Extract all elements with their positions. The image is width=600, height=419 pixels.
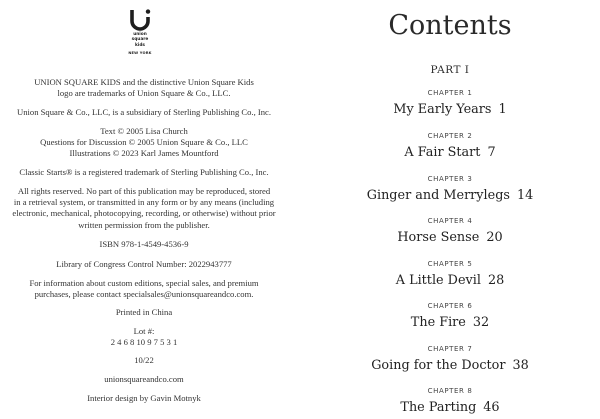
- chapter-entry[interactable]: [300, 259, 600, 290]
- chapter-entry[interactable]: [300, 386, 600, 417]
- copyright-credits: [6, 126, 282, 160]
- chapter-label: CHAPTER 8: [427, 387, 473, 395]
- classic-starts-line: Classic Starts® is a registered trademark of Sterling Publishing Co., Inc.: [19, 167, 269, 177]
- chapter-page-number: 38: [512, 358, 529, 373]
- chapter-label: CHAPTER 6: [427, 302, 473, 310]
- union-square-u-mark-icon: [129, 8, 151, 32]
- chapter-label: CHAPTER 3: [427, 175, 473, 183]
- loc-text: Library of Congress Control Number: 2022943777: [56, 259, 232, 269]
- interior-design-credit: [6, 393, 282, 404]
- chapter-label: CHAPTER 4: [427, 217, 473, 225]
- chapter-title-text: The Fire: [410, 315, 466, 330]
- chapter-entry[interactable]: [300, 88, 600, 119]
- chapter-entry[interactable]: [300, 174, 600, 205]
- chapter-title: [300, 272, 600, 290]
- logo-word-kids: kids: [135, 42, 145, 48]
- chapter-page-number: 46: [483, 400, 500, 415]
- chapter-page-number: 1: [498, 102, 507, 117]
- isbn-text: ISBN 978-1-4549-4536-9: [99, 239, 189, 249]
- chapter-title: [300, 187, 600, 205]
- lot-number: 2 4 6 8 10 9 7 5 3 1: [110, 337, 178, 348]
- chapter-label: CHAPTER 7: [427, 345, 473, 353]
- rights-line: All rights reserved. No part of this publication may be reproduced, stored: [17, 186, 271, 196]
- custom-editions-info: [6, 278, 282, 300]
- subsidiary-line: Union Square & Co., LLC, is a subsidiary of Sterling Publishing Co., Inc.: [17, 107, 271, 117]
- trademark-line: UNION SQUARE KIDS and the distinctive Union Square Kids: [34, 77, 254, 87]
- chapter-entry[interactable]: [300, 216, 600, 247]
- lot-label: Lot #:: [133, 326, 155, 336]
- design-text: Interior design by Gavin Motnyk: [87, 393, 201, 403]
- credit-line: Text © 2005 Lisa Church: [100, 126, 188, 136]
- logo-word-union: union: [133, 32, 147, 37]
- chapter-title: [300, 399, 600, 417]
- chapter-page-number: 14: [516, 188, 534, 203]
- lot-info: [6, 326, 282, 348]
- chapter-page-number: 32: [472, 315, 490, 330]
- credit-line: Illustrations © 2023 Karl James Mountford: [69, 148, 219, 159]
- chapter-entry[interactable]: [300, 301, 600, 332]
- rights-line: electronic, mechanical, photocopying, recording, or otherwise) without prior: [12, 208, 276, 219]
- website-text: unionsquareandco.com: [104, 374, 184, 384]
- rights-notice: [6, 186, 282, 231]
- credit-line: Questions for Discussion © 2005 Union Square & Co., LLC: [40, 137, 248, 148]
- chapter-title-text: The Parting: [400, 400, 477, 415]
- chapter-title-text: Ginger and Merrylegs: [366, 188, 510, 203]
- isbn: [6, 239, 282, 250]
- chapter-page-number: 28: [487, 273, 505, 288]
- loc-number: [6, 259, 282, 270]
- chapter-title-text: Horse Sense: [397, 230, 480, 245]
- chapter-title: [300, 229, 600, 247]
- chapter-title: [300, 314, 600, 332]
- chapter-page-number: 7: [487, 145, 496, 160]
- logo-word-square: square: [131, 37, 149, 43]
- chapter-label: CHAPTER 1: [427, 89, 473, 97]
- chapter-title-text: A Fair Start: [404, 145, 481, 160]
- chapter-label: CHAPTER 2: [427, 132, 473, 140]
- print-date: [6, 355, 282, 366]
- part-label: PART I: [430, 64, 470, 76]
- chapter-label: CHAPTER 5: [427, 260, 473, 268]
- printed-in: [6, 307, 282, 318]
- chapter-title-text: Going for the Doctor: [371, 358, 506, 373]
- subsidiary-notice: [6, 107, 282, 118]
- chapter-title: [300, 101, 600, 119]
- classic-starts-notice: [6, 167, 282, 178]
- contents-page: [300, 0, 600, 419]
- trademark-notice: [6, 77, 282, 99]
- date-text: 10/22: [134, 355, 154, 365]
- publisher-logo: [120, 8, 160, 70]
- website: [6, 374, 282, 385]
- chapter-title: [300, 144, 600, 162]
- logo-city: NEW YORK: [128, 51, 152, 56]
- contents-title: Contents: [388, 10, 512, 41]
- chapter-entry[interactable]: [300, 131, 600, 162]
- chapter-title-text: A Little Devil: [395, 273, 481, 288]
- printed-text: Printed in China: [115, 307, 173, 317]
- info-line: purchases, please contact specialsales@unionsquareandco.com.: [34, 289, 254, 300]
- chapter-page-number: 20: [486, 230, 503, 245]
- info-line: For information about custom editions, special sales, and premium: [29, 278, 259, 288]
- rights-line: in a retrieval system, or transmitted in any form or by any means (including: [13, 197, 275, 208]
- chapter-title: [300, 357, 600, 375]
- chapter-title-text: My Early Years: [393, 102, 492, 117]
- chapter-entry[interactable]: [300, 344, 600, 375]
- rights-line: written permission from the publisher.: [78, 219, 210, 230]
- trademark-line: logo are trademarks of Union Square & Co., LLC.: [57, 88, 231, 99]
